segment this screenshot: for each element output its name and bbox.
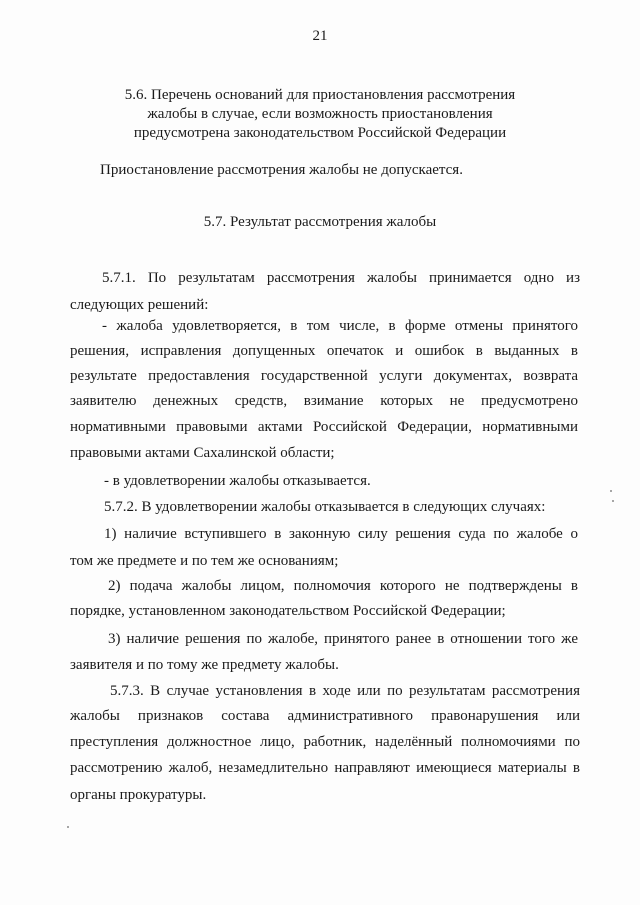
- paragraph-line: органы прокуратуры.: [70, 787, 207, 803]
- section-5-6-text: Приостановление рассмотрения жалобы не допускается.: [100, 162, 463, 178]
- paragraph-line: следующих решений:: [70, 297, 209, 313]
- paragraph-line: заявителю денежных средств, взимание которых не предусмотрено: [70, 393, 578, 409]
- paragraph-line: правовыми актами Сахалинской области;: [70, 445, 335, 461]
- section-5-6-heading-line: 5.6. Перечень оснований для приостановления рассмотрения: [124, 87, 516, 103]
- paragraph-line: - жалоба удовлетворяется, в том числе, в форме отмены принятого: [102, 318, 578, 334]
- paragraph-line: том же предмете и по тем же основаниям;: [70, 553, 339, 569]
- paragraph-line: 5.7.3. В случае установления в ходе или по результатам рассмотрения: [110, 683, 580, 699]
- paragraph-line: преступления должностное лицо, работник, наделённый полномочиями по: [70, 734, 580, 750]
- paragraph-line: 1) наличие вступившего в законную силу решения суда по жалобе о: [104, 526, 578, 542]
- paragraph-line: решения, исправления допущенных опечаток и ошибок в выданных в: [70, 343, 578, 359]
- paragraph-line: 2) подача жалобы лицом, полномочия которого не подтверждены в: [108, 578, 578, 594]
- paragraph-line: 5.7.1. По результатам рассмотрения жалобы принимается одно из: [102, 270, 580, 286]
- paragraph-line: 5.7.2. В удовлетворении жалобы отказывается в следующих случаях:: [104, 499, 546, 515]
- paragraph-line: жалобы признаков состава административного правонарушения или: [70, 708, 580, 724]
- paragraph-line: заявителя и по тому же предмету жалобы.: [70, 657, 339, 673]
- paragraph-line: нормативными правовыми актами Российской Федерации, нормативными: [70, 419, 578, 435]
- paragraph-line: - в удовлетворении жалобы отказывается.: [104, 473, 371, 489]
- section-5-7-heading: 5.7. Результат рассмотрения жалобы: [203, 214, 437, 230]
- scan-speck: [610, 490, 612, 492]
- paragraph-line: рассмотрению жалоб, незамедлительно направляют имеющиеся материалы в: [70, 760, 580, 776]
- scan-speck: [67, 826, 69, 828]
- section-5-6-heading: [0, 86, 640, 143]
- paragraph-line: порядке, установленном законодательством Российской Федерации;: [70, 603, 506, 619]
- scan-speck: [612, 500, 614, 502]
- page-number: 21: [312, 28, 328, 44]
- section-5-6-heading-line: жалобы в случае, если возможность приостановления: [147, 106, 493, 122]
- paragraph-line: 3) наличие решения по жалобе, принятого ранее в отношении того же: [108, 631, 578, 647]
- section-5-6-heading-line: предусмотрена законодательством Российской Федерации: [133, 125, 507, 141]
- paragraph-line: результате предоставления государственной услуги документах, возврата: [70, 368, 578, 384]
